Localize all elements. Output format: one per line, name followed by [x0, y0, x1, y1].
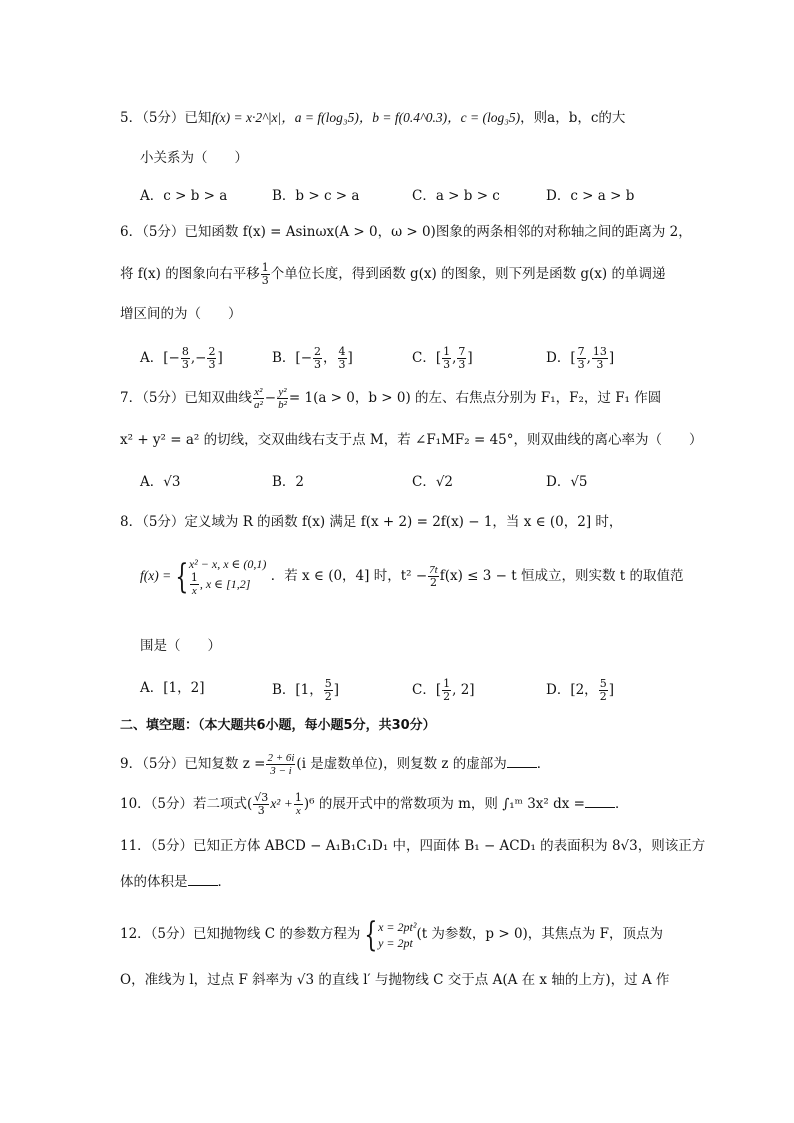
- frac: [442, 346, 451, 371]
- frac-num: 1: [294, 791, 302, 804]
- opt-tail: , 2]: [452, 682, 475, 698]
- q7-line2: x² + y² = a² 的切线，交双曲线右支于点 M，若 ∠F₁MF₂ = 45°，则双曲线的离心率为（ ）: [120, 432, 703, 448]
- frac-den: x: [191, 585, 197, 597]
- q9-a: 9．（5分）已知复数 z =: [120, 756, 266, 772]
- q8-option-a: A．[1，2]: [140, 680, 205, 696]
- q12-case1: x = 2pt²: [378, 919, 417, 934]
- frac: [592, 346, 608, 371]
- q8-line2b: ．若 x ∈ (0，4] 时，t² −: [270, 568, 428, 584]
- frac-num: 8: [181, 345, 189, 358]
- q5-b-def: ，b = f(0.4^0.3): [358, 110, 448, 125]
- opt-tail: ]: [333, 682, 340, 698]
- section-heading: 二、填空题：（本大题共6小题，每小题5分，共30分）: [120, 718, 436, 733]
- q8-line2: [140, 556, 683, 597]
- q5-line2: 小关系为（ ）: [140, 150, 248, 166]
- opt-label: D．: [546, 350, 571, 366]
- q8-option-d: [546, 678, 614, 703]
- frac-den: 2: [429, 576, 437, 589]
- q6-option-c: C．[ $\frac{1}{3}$ , $\frac{7}{3}$ ]: [412, 345, 473, 371]
- q6-line2a: 将 f(x) 的图象向右平移: [120, 266, 260, 282]
- q5-tail: ，则a，b，c的大: [520, 110, 626, 126]
- q8-cases: [189, 556, 267, 597]
- frac-den: b²: [278, 399, 287, 411]
- q8-line3: 围是（ ）: [140, 638, 221, 654]
- opt-label: C．: [412, 350, 436, 366]
- q5-option-b: B．b > c > a: [272, 188, 360, 204]
- q10-answer-blank: [585, 795, 615, 808]
- frac-num: 2: [314, 345, 322, 358]
- frac-den: 3: [261, 274, 269, 287]
- opt-label: A．: [140, 350, 164, 366]
- frac-den: 3: [338, 358, 346, 371]
- q12-line1: [120, 914, 663, 954]
- q7-frac-x: [253, 386, 264, 411]
- frac-num: 13: [592, 345, 607, 358]
- q7-line1b: = 1(a > 0，b > 0) 的左、右焦点分别为 F₁，F₂，过 F₁ 作圆: [288, 390, 662, 406]
- q6-shift-fraction: [261, 262, 270, 287]
- q10-line: [120, 792, 628, 817]
- frac-num: 2 + 6i: [267, 752, 295, 764]
- frac-num: x²: [254, 386, 263, 398]
- frac-num: 1: [261, 261, 269, 274]
- frac: [181, 346, 190, 371]
- q7-line1: 7．（5分）已知双曲线 $\frac{\text{x²}}{\text{a²}}$ − $\frac{\text{y²}}{\text{b²}}$ = 1(a > 0，b > 0) 的左、右焦点分别为 F₁，F₂，过 F₁ 作圆: [120, 386, 662, 411]
- frac-num: 5: [324, 677, 332, 690]
- q8-option-c: [412, 678, 475, 703]
- frac-num: √3: [254, 791, 269, 804]
- q8-line1: 8．（5分）定义域为 R 的函数 f(x) 满足 f(x + 2) = 2f(x) − 1，当 x ∈ (0，2] 时，: [120, 514, 623, 530]
- q7-option-c: C．√2: [412, 474, 454, 490]
- frac-num: 1: [443, 677, 451, 690]
- q5-option-a: A．c > b > a: [140, 188, 228, 204]
- q8-fx: f(x) =: [140, 568, 172, 583]
- q11-answer-blank: [188, 873, 218, 886]
- frac-den: 2: [443, 690, 451, 703]
- opt-label: B．: [272, 350, 296, 366]
- q10-frac-sqrt3: [253, 792, 269, 817]
- sign: −: [300, 350, 313, 366]
- q5-option-c: C．a > b > c: [412, 188, 500, 204]
- frac-num: y²: [278, 386, 287, 398]
- opt-label: B．[1，: [272, 682, 323, 698]
- frac-den: 3: [181, 358, 189, 371]
- frac-num: 7: [577, 345, 585, 358]
- q7-option-d: D．√5: [546, 474, 588, 490]
- q12-line2: O，准线为 l，过点 F 斜率为 √3 的直线 l′ 与抛物线 C 交于点 A(A 在 x 轴的上方)，过 A 作: [120, 972, 670, 988]
- q11-line2: [120, 872, 231, 892]
- frac: [324, 678, 333, 703]
- frac: [442, 678, 451, 703]
- frac-den: 3: [208, 358, 216, 371]
- frac: [457, 346, 466, 371]
- frac-den: 3: [257, 804, 265, 817]
- brace-icon: {: [364, 914, 378, 955]
- sign: −: [168, 350, 180, 366]
- q5-function: f(x) = x·2^|x|: [211, 110, 282, 125]
- frac-den: 3: [577, 358, 585, 371]
- q5-a-def: ，a = f(log₃5): [281, 110, 359, 125]
- frac-den: 3: [596, 358, 604, 371]
- q5-c-def: ，c = (log₃5): [447, 110, 521, 125]
- q12-cases: [378, 919, 416, 951]
- frac-num: 5: [599, 677, 607, 690]
- q10-frac-1x: [294, 792, 303, 817]
- frac-den: 2: [599, 690, 607, 703]
- q9-line: [120, 752, 550, 777]
- q7-frac-y: [277, 386, 288, 411]
- frac-num: 4: [338, 345, 346, 358]
- q12-line1b: (t 为参数，p > 0)，其焦点为 F，顶点为: [416, 926, 663, 942]
- frac-den: 3 − i: [270, 765, 292, 777]
- q9-b: (i 是虚数单位)，则复数 z 的虚部为: [296, 756, 507, 772]
- frac-num: 7: [458, 345, 466, 358]
- q5-stem: 5．（5分）已知: [120, 110, 212, 126]
- q5-line1: [120, 108, 625, 128]
- q8-case2-row: [189, 572, 267, 597]
- q8-line2c: f(x) ≤ 3 − t 恒成立，则实数 t 的取值范: [439, 568, 684, 584]
- q8-case2: , x ∈ [1,2]: [199, 577, 251, 591]
- q10-b: x² +: [270, 796, 293, 811]
- q7-option-a: A．√3: [140, 474, 181, 490]
- q9-answer-blank: [507, 755, 537, 768]
- frac: [207, 346, 216, 371]
- frac-den: 2: [324, 690, 332, 703]
- q6-line1: 6．（5分）已知函数 f(x) = Asinωx(A > 0，ω > 0)图象的两条相邻的对称轴之间的距离为 2，: [120, 224, 692, 240]
- q11-end: ．: [217, 874, 231, 890]
- frac-den: 3: [458, 358, 466, 371]
- q8-option-b: [272, 678, 339, 703]
- q8-frac-7t: [428, 564, 439, 589]
- opt-label: D．[2，: [546, 682, 598, 698]
- frac-num: 1: [443, 345, 451, 358]
- opt-tail: ]: [608, 682, 614, 698]
- frac: [190, 572, 199, 597]
- q6-line3: 增区间的为（ ）: [120, 306, 242, 322]
- sign: −: [195, 350, 207, 366]
- frac-den: 3: [443, 358, 451, 371]
- q6-option-d: D．[ $\frac{7}{3}$ , $\frac{13}{3}$ ]: [546, 345, 615, 371]
- frac-den: a²: [253, 399, 263, 411]
- q6-line2: [120, 262, 665, 287]
- frac: [599, 678, 608, 703]
- q5-option-d: D．c > a > b: [546, 188, 635, 204]
- q11-line2a: 体的体积是: [120, 874, 188, 890]
- q10-a: 10．（5分）若二项式(: [120, 796, 253, 812]
- frac: [577, 346, 586, 371]
- frac-num: 2: [208, 345, 216, 358]
- q12-line1a: 12．（5分）已知抛物线 C 的参数方程为: [120, 926, 361, 942]
- q10-end: ．: [614, 796, 629, 812]
- q10-c: )⁶ 的展开式中的常数项为 m，则 ∫₁ᵐ 3x² dx =: [303, 796, 585, 812]
- q6-line2b: 个单位长度，得到函数 g(x) 的图象，则下列是函数 g(x) 的单调递: [270, 266, 666, 282]
- q8-case1: x² − x, x ∈ (0,1): [188, 557, 267, 571]
- q6-option-b: B．[− $\frac{2}{3}$ ， $\frac{4}{3}$ ]: [272, 345, 353, 371]
- q7-option-b: B．2: [272, 474, 305, 490]
- q7-line1a: 7．（5分）已知双曲线: [120, 390, 252, 406]
- q6-option-a: A．[− $\frac{8}{3}$ ,− $\frac{2}{3}$ ]: [140, 345, 223, 371]
- frac-den: x: [295, 805, 301, 817]
- frac-num: 7t: [429, 564, 438, 576]
- frac-den: 3: [314, 358, 322, 371]
- frac: [313, 346, 322, 371]
- frac-num: 1: [190, 571, 198, 584]
- q12-case2: y = 2pt: [378, 935, 413, 950]
- q9-fraction: [266, 752, 295, 777]
- opt-label: C．[: [412, 682, 442, 698]
- q11-line1: 11．（5分）已知正方体 ABCD − A₁B₁C₁D₁ 中，四面体 B₁ − ACD₁ 的表面积为 8√3，则该正方: [120, 838, 706, 854]
- frac: [338, 346, 347, 371]
- brace-icon: {: [175, 556, 189, 597]
- q9-end: ．: [536, 756, 551, 772]
